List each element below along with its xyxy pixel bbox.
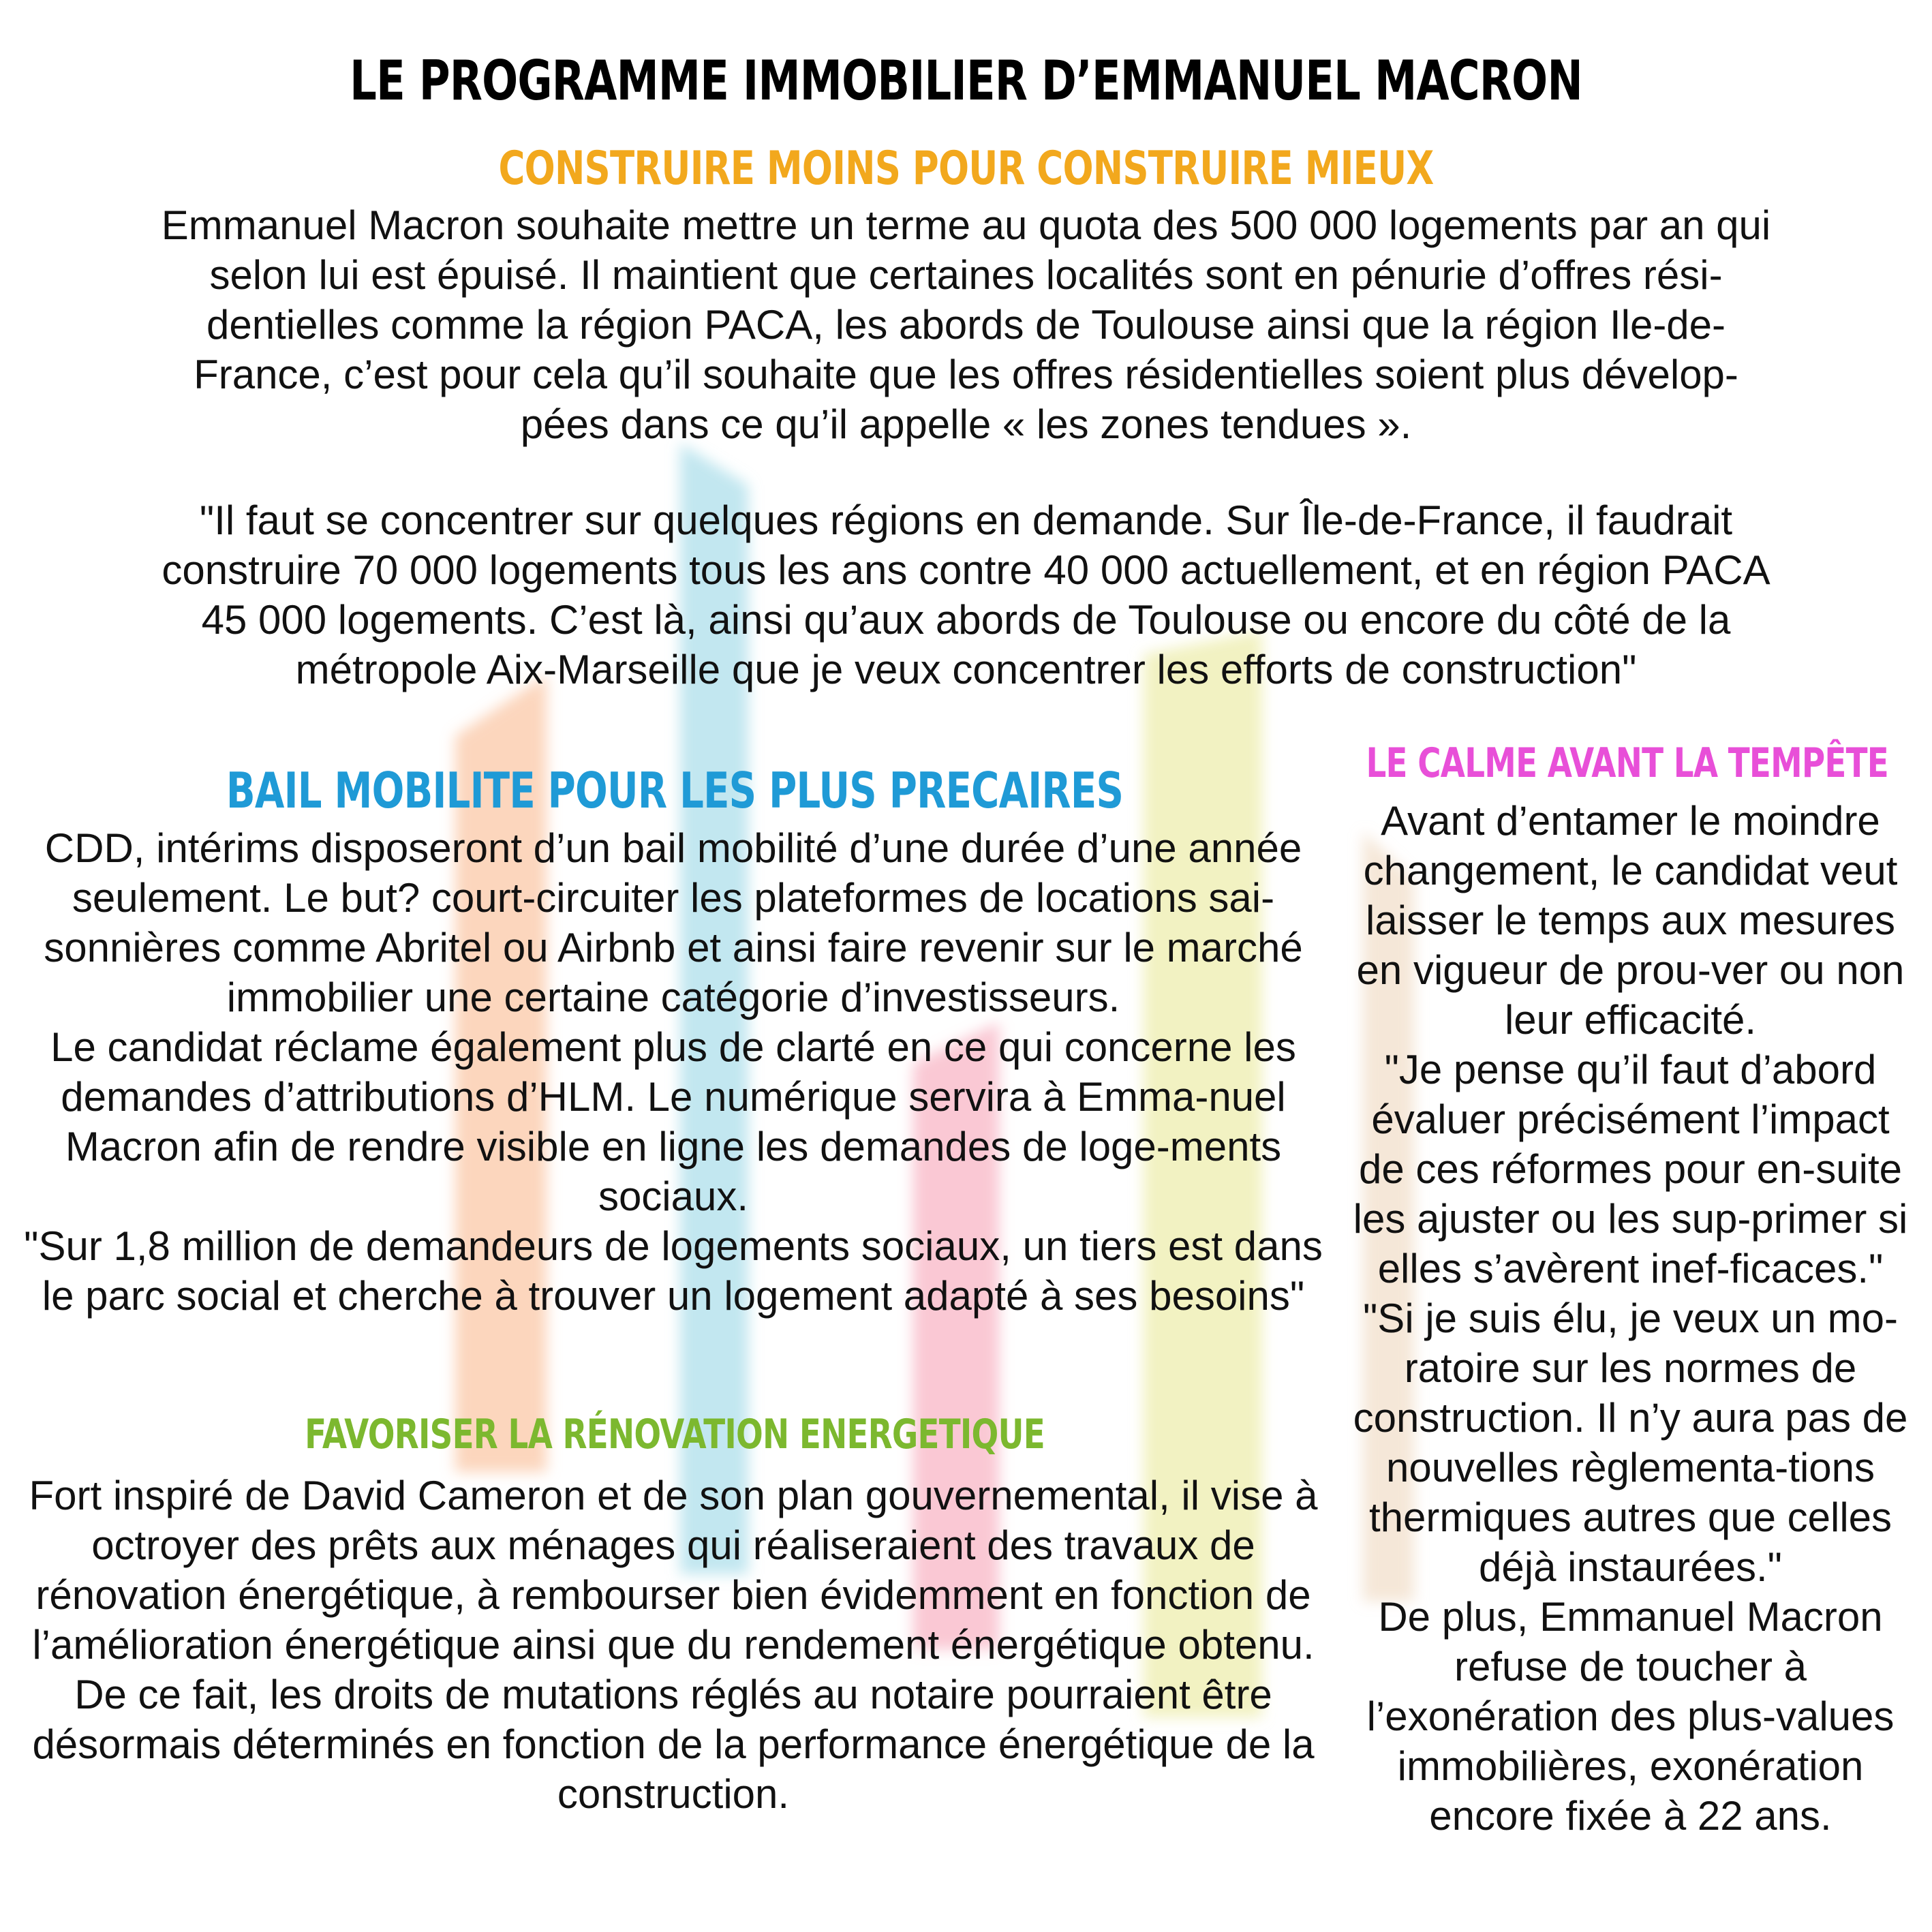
- section-heading-bail-mobilite: BAIL MOBILITE POUR LES PLUS PRECAIRES: [226, 762, 1124, 819]
- section-quote-construire: "Il faut se concentrer sur quelques régions en demande. Sur Île-de-France, il faudrait construire 70 000 logements tous les ans contre 40 000 actuellement, et en région PACA 45 000 logements. C’est là, ainsi qu’aux abords de Toulouse ou encore du côté de la métropole Aix-Marseille que je veux concentrer les efforts de construction": [162, 497, 1770, 692]
- section-text-calme-1: Avant d’entamer le moindre changement, le candidat veut laisser le temps aux mesures en vigueur de prou-ver ou non leur efficacité.: [1356, 798, 1905, 1043]
- section-quote-bail: "Sur 1,8 million de demandeurs de logements sociaux, un tiers est dans le parc social et cherche à trouver un logement adapté à ses besoins": [24, 1223, 1323, 1319]
- section-text-construire: Emmanuel Macron souhaite mettre un terme au quota des 500 000 logements par an qui selon lui est épuisé. Il maintient que certaines localités sont en pénurie d’offres rési-dentielles comme la région PACA, les abords de Toulouse ainsi que la région Ile-de-France, c’est pour cela qu’il souhaite que les offres résidentielles soient plus dévelop-pées dans ce qu’il appelle « les zones tendues ».: [161, 202, 1771, 447]
- section-text-reno-2: De ce fait, les droits de mutations réglés au notaire pourraient être désormais déterminés en fonction de la performance énergétique de la construction.: [32, 1672, 1315, 1817]
- section-text-reno-1: Fort inspiré de David Cameron et de son plan gouvernemental, il vise à octroyer des prêts aux ménages qui réaliseraient des travaux de rénovation énergétique, à rembourser bien évidemment en fonction de l’amélioration énergétique ainsi que du rendement énergétique obtenu.: [29, 1473, 1318, 1668]
- section-heading-construire: CONSTRUIRE MOINS POUR CONSTRUIRE MIEUX: [498, 142, 1434, 196]
- section-body-calme: [1353, 796, 1908, 1841]
- section-heading-renovation: FAVORISER LA RÉNOVATION ENERGETIQUE: [305, 1411, 1045, 1458]
- section-body-renovation: [19, 1471, 1328, 1819]
- section-text-bail-1: CDD, intérims disposeront d’un bail mobilité d’une durée d’une année seulement. Le but? court-circuiter les plateformes de locations sai-sonnières comme Abritel ou Airbnb et ainsi faire revenir sur le marché immobilier une certaine catégorie d’investisseurs.: [44, 825, 1303, 1020]
- section-heading-calme: LE CALME AVANT LA TEMPÊTE: [1366, 739, 1888, 787]
- section-quote-calme-1: "Je pense qu’il faut d’abord évaluer précisément l’impact de ces réformes pour en-suite les ajuster ou les sup-primer si elles s’avèrent inef-ficaces.": [1353, 1047, 1908, 1291]
- page-title: LE PROGRAMME IMMOBILIER D’EMMANUEL MACRON: [350, 49, 1582, 112]
- section-text-bail-2: Le candidat réclame également plus de clarté en ce qui concerne les demandes d’attributions d’HLM. Le numérique servira à Emma-nuel Macron afin de rendre visible en ligne les demandes de loge-ments sociaux.: [50, 1024, 1296, 1219]
- section-quote-calme-2: "Si je suis élu, je veux un mo-ratoire sur les normes de construction. Il n’y aura pas de nouvelles règlementa-tions thermiques autres que celles déjà instaurées.": [1353, 1295, 1908, 1590]
- section-body-bail-mobilite: [19, 823, 1328, 1321]
- section-text-calme-2: De plus, Emmanuel Macron refuse de toucher à l’exonération des plus-values immobilières, exonération encore fixée à 22 ans.: [1366, 1594, 1895, 1839]
